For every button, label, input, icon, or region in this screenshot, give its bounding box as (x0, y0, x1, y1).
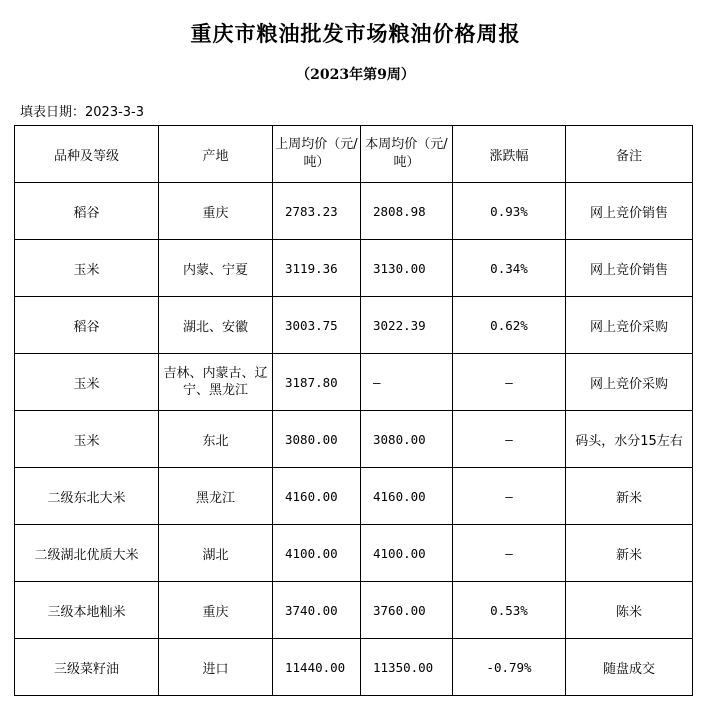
cell-last-week: 11440.00 (273, 639, 361, 696)
cell-this-week: — (361, 354, 453, 411)
cell-remark: 网上竞价采购 (566, 297, 693, 354)
cell-change: -0.79% (453, 639, 566, 696)
table-row (15, 468, 693, 525)
cell-change: 0.53% (453, 582, 566, 639)
cell-variety: 玉米 (15, 354, 159, 411)
cell-remark: 网上竞价采购 (566, 354, 693, 411)
cell-change: 0.62% (453, 297, 566, 354)
cell-remark: 新米 (566, 525, 693, 582)
cell-origin: 黑龙江 (159, 468, 273, 525)
cell-remark: 网上竞价销售 (566, 240, 693, 297)
table-row (15, 639, 693, 696)
table-row (15, 411, 693, 468)
cell-last-week: 2783.23 (273, 183, 361, 240)
cell-last-week: 3740.00 (273, 582, 361, 639)
cell-remark: 陈米 (566, 582, 693, 639)
price-table (14, 125, 693, 696)
report-title: 重庆市粮油批发市场粮油价格周报 (190, 21, 521, 46)
cell-variety: 二级东北大米 (15, 468, 159, 525)
cell-origin: 内蒙、宁夏 (159, 240, 273, 297)
cell-remark: 码头，水分15左右 (566, 411, 693, 468)
header-this-week: 本周均价（元/吨） (361, 126, 453, 183)
cell-last-week: 4160.00 (273, 468, 361, 525)
header-last-week: 上周均价（元/吨） (273, 126, 361, 183)
fill-date: 填表日期：2023-3-3 (20, 105, 145, 120)
table-row (15, 354, 693, 411)
header-change: 涨跌幅 (453, 126, 566, 183)
cell-change: — (453, 468, 566, 525)
cell-variety: 稻谷 (15, 183, 159, 240)
cell-this-week: 4100.00 (361, 525, 453, 582)
cell-this-week: 4160.00 (361, 468, 453, 525)
header-remark: 备注 (566, 126, 693, 183)
cell-origin: 进口 (159, 639, 273, 696)
cell-this-week: 3760.00 (361, 582, 453, 639)
header-origin: 产地 (159, 126, 273, 183)
cell-last-week: 3003.75 (273, 297, 361, 354)
cell-origin: 重庆 (159, 582, 273, 639)
cell-change: — (453, 354, 566, 411)
cell-variety: 三级菜籽油 (15, 639, 159, 696)
cell-this-week: 3080.00 (361, 411, 453, 468)
cell-this-week: 11350.00 (361, 639, 453, 696)
table-row (15, 297, 693, 354)
cell-remark: 新米 (566, 468, 693, 525)
cell-origin: 湖北、安徽 (159, 297, 273, 354)
cell-variety: 二级湖北优质大米 (15, 525, 159, 582)
header-variety: 品种及等级 (15, 126, 159, 183)
table-row (15, 183, 693, 240)
table-row (15, 582, 693, 639)
cell-this-week: 3130.00 (361, 240, 453, 297)
cell-variety: 稻谷 (15, 297, 159, 354)
cell-last-week: 3187.80 (273, 354, 361, 411)
report-subtitle: （2023年第9周） (296, 67, 415, 83)
table-header-row (15, 126, 693, 183)
cell-origin: 重庆 (159, 183, 273, 240)
cell-origin: 东北 (159, 411, 273, 468)
cell-variety: 玉米 (15, 240, 159, 297)
cell-last-week: 3080.00 (273, 411, 361, 468)
cell-this-week: 3022.39 (361, 297, 453, 354)
cell-origin: 湖北 (159, 525, 273, 582)
cell-variety: 三级本地籼米 (15, 582, 159, 639)
table-row (15, 525, 693, 582)
cell-change: — (453, 411, 566, 468)
cell-remark: 网上竞价销售 (566, 183, 693, 240)
table-row (15, 240, 693, 297)
cell-change: 0.93% (453, 183, 566, 240)
cell-this-week: 2808.98 (361, 183, 453, 240)
cell-variety: 玉米 (15, 411, 159, 468)
cell-remark: 随盘成交 (566, 639, 693, 696)
cell-origin: 吉林、内蒙古、辽宁、黑龙江 (159, 354, 273, 411)
cell-change: 0.34% (453, 240, 566, 297)
cell-last-week: 3119.36 (273, 240, 361, 297)
cell-last-week: 4100.00 (273, 525, 361, 582)
cell-change: — (453, 525, 566, 582)
